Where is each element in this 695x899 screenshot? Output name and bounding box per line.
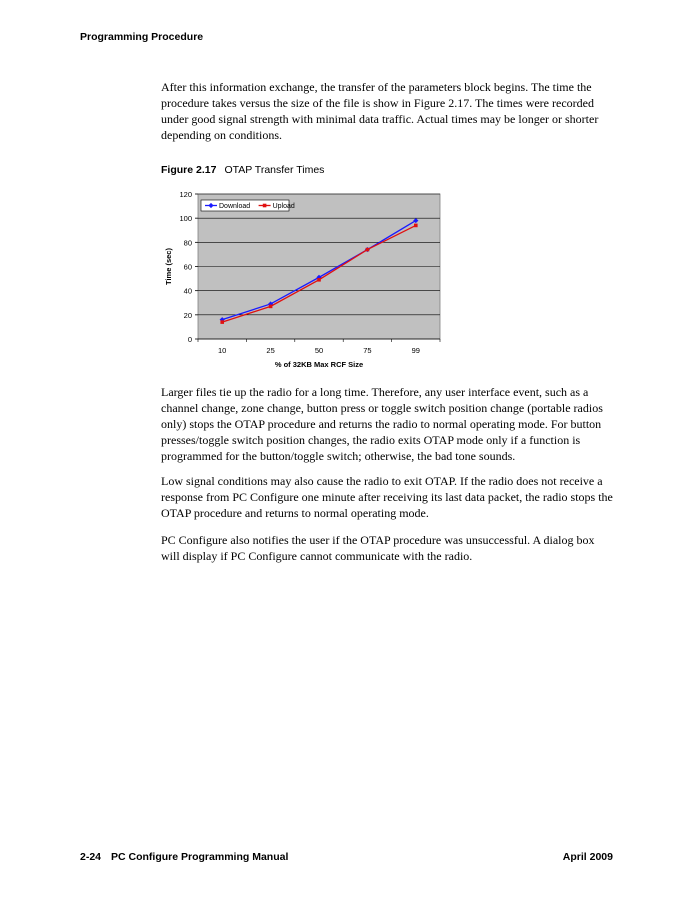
legend-marker-upload <box>263 204 267 208</box>
y-tick-label: 120 <box>179 190 192 199</box>
x-tick-label: 75 <box>363 346 372 355</box>
paragraph-intro: After this information exchange, the transfer of the parameters block begins. The time the procedure takes versus the size of the file is show in Figure 2.17. The times were recorded under good signal strength with minimal data traffic. Actual times may be longer or shorter depending on conditions. <box>161 80 599 142</box>
x-tick-label: 25 <box>266 346 275 355</box>
y-tick-label: 40 <box>183 286 192 296</box>
figure-number: Figure 2.17 <box>161 164 217 176</box>
legend-label-upload: Upload <box>272 203 295 211</box>
data-point-upload <box>220 320 224 324</box>
data-point-upload <box>366 248 370 252</box>
y-tick-label: 100 <box>179 214 192 224</box>
y-tick-label: 0 <box>187 335 192 344</box>
figure-caption <box>161 164 324 176</box>
paragraph-low-signal: Low signal conditions may also cause the radio to exit OTAP. If the radio does not receive a response from PC Configure one minute after receiving its last data packet, the radio stops the OTAP procedure and returns to normal operating mode. <box>161 474 613 520</box>
x-tick-label: 99 <box>411 346 420 355</box>
footer-left <box>80 851 288 863</box>
x-tick-label: 50 <box>314 346 324 355</box>
x-tick-label: 10 <box>218 346 227 355</box>
y-axis-label: Time (sec) <box>164 248 173 285</box>
chart-svg <box>160 186 452 372</box>
footer-date: April 2009 <box>562 851 613 863</box>
manual-title: PC Configure Programming Manual <box>111 851 289 863</box>
data-point-upload <box>269 305 273 309</box>
legend-label-download: Download <box>219 203 251 211</box>
running-header: Programming Procedure <box>80 31 204 43</box>
figure-title: OTAP Transfer Times <box>224 164 325 176</box>
x-axis-label: % of 32KB Max RCF Size <box>274 360 364 369</box>
page-number: 2-24 <box>80 851 102 863</box>
paragraph-large-files: Larger files tie up the radio for a long time. Therefore, any user interface event, such as a channel change, zone change, button press or toggle switch position change (portable radios only) stops the OTAP procedure and returns the radio to normal operating mode. For button presses/toggle switch position changes, the radio exits OTAP mode only if a function is programmed for the button/toggle switch; otherwise, the bad tone sounds. <box>161 385 603 463</box>
data-point-upload <box>414 224 418 228</box>
y-tick-label: 80 <box>183 238 192 248</box>
paragraph-notify: PC Configure also notifies the user if the OTAP procedure was unsuccessful. A dialog box will display if PC Configure cannot communicate with the radio. <box>161 533 595 563</box>
y-tick-label: 20 <box>183 310 192 320</box>
y-tick-label: 60 <box>183 262 192 272</box>
otap-transfer-chart <box>160 186 452 372</box>
data-point-upload <box>317 278 321 282</box>
